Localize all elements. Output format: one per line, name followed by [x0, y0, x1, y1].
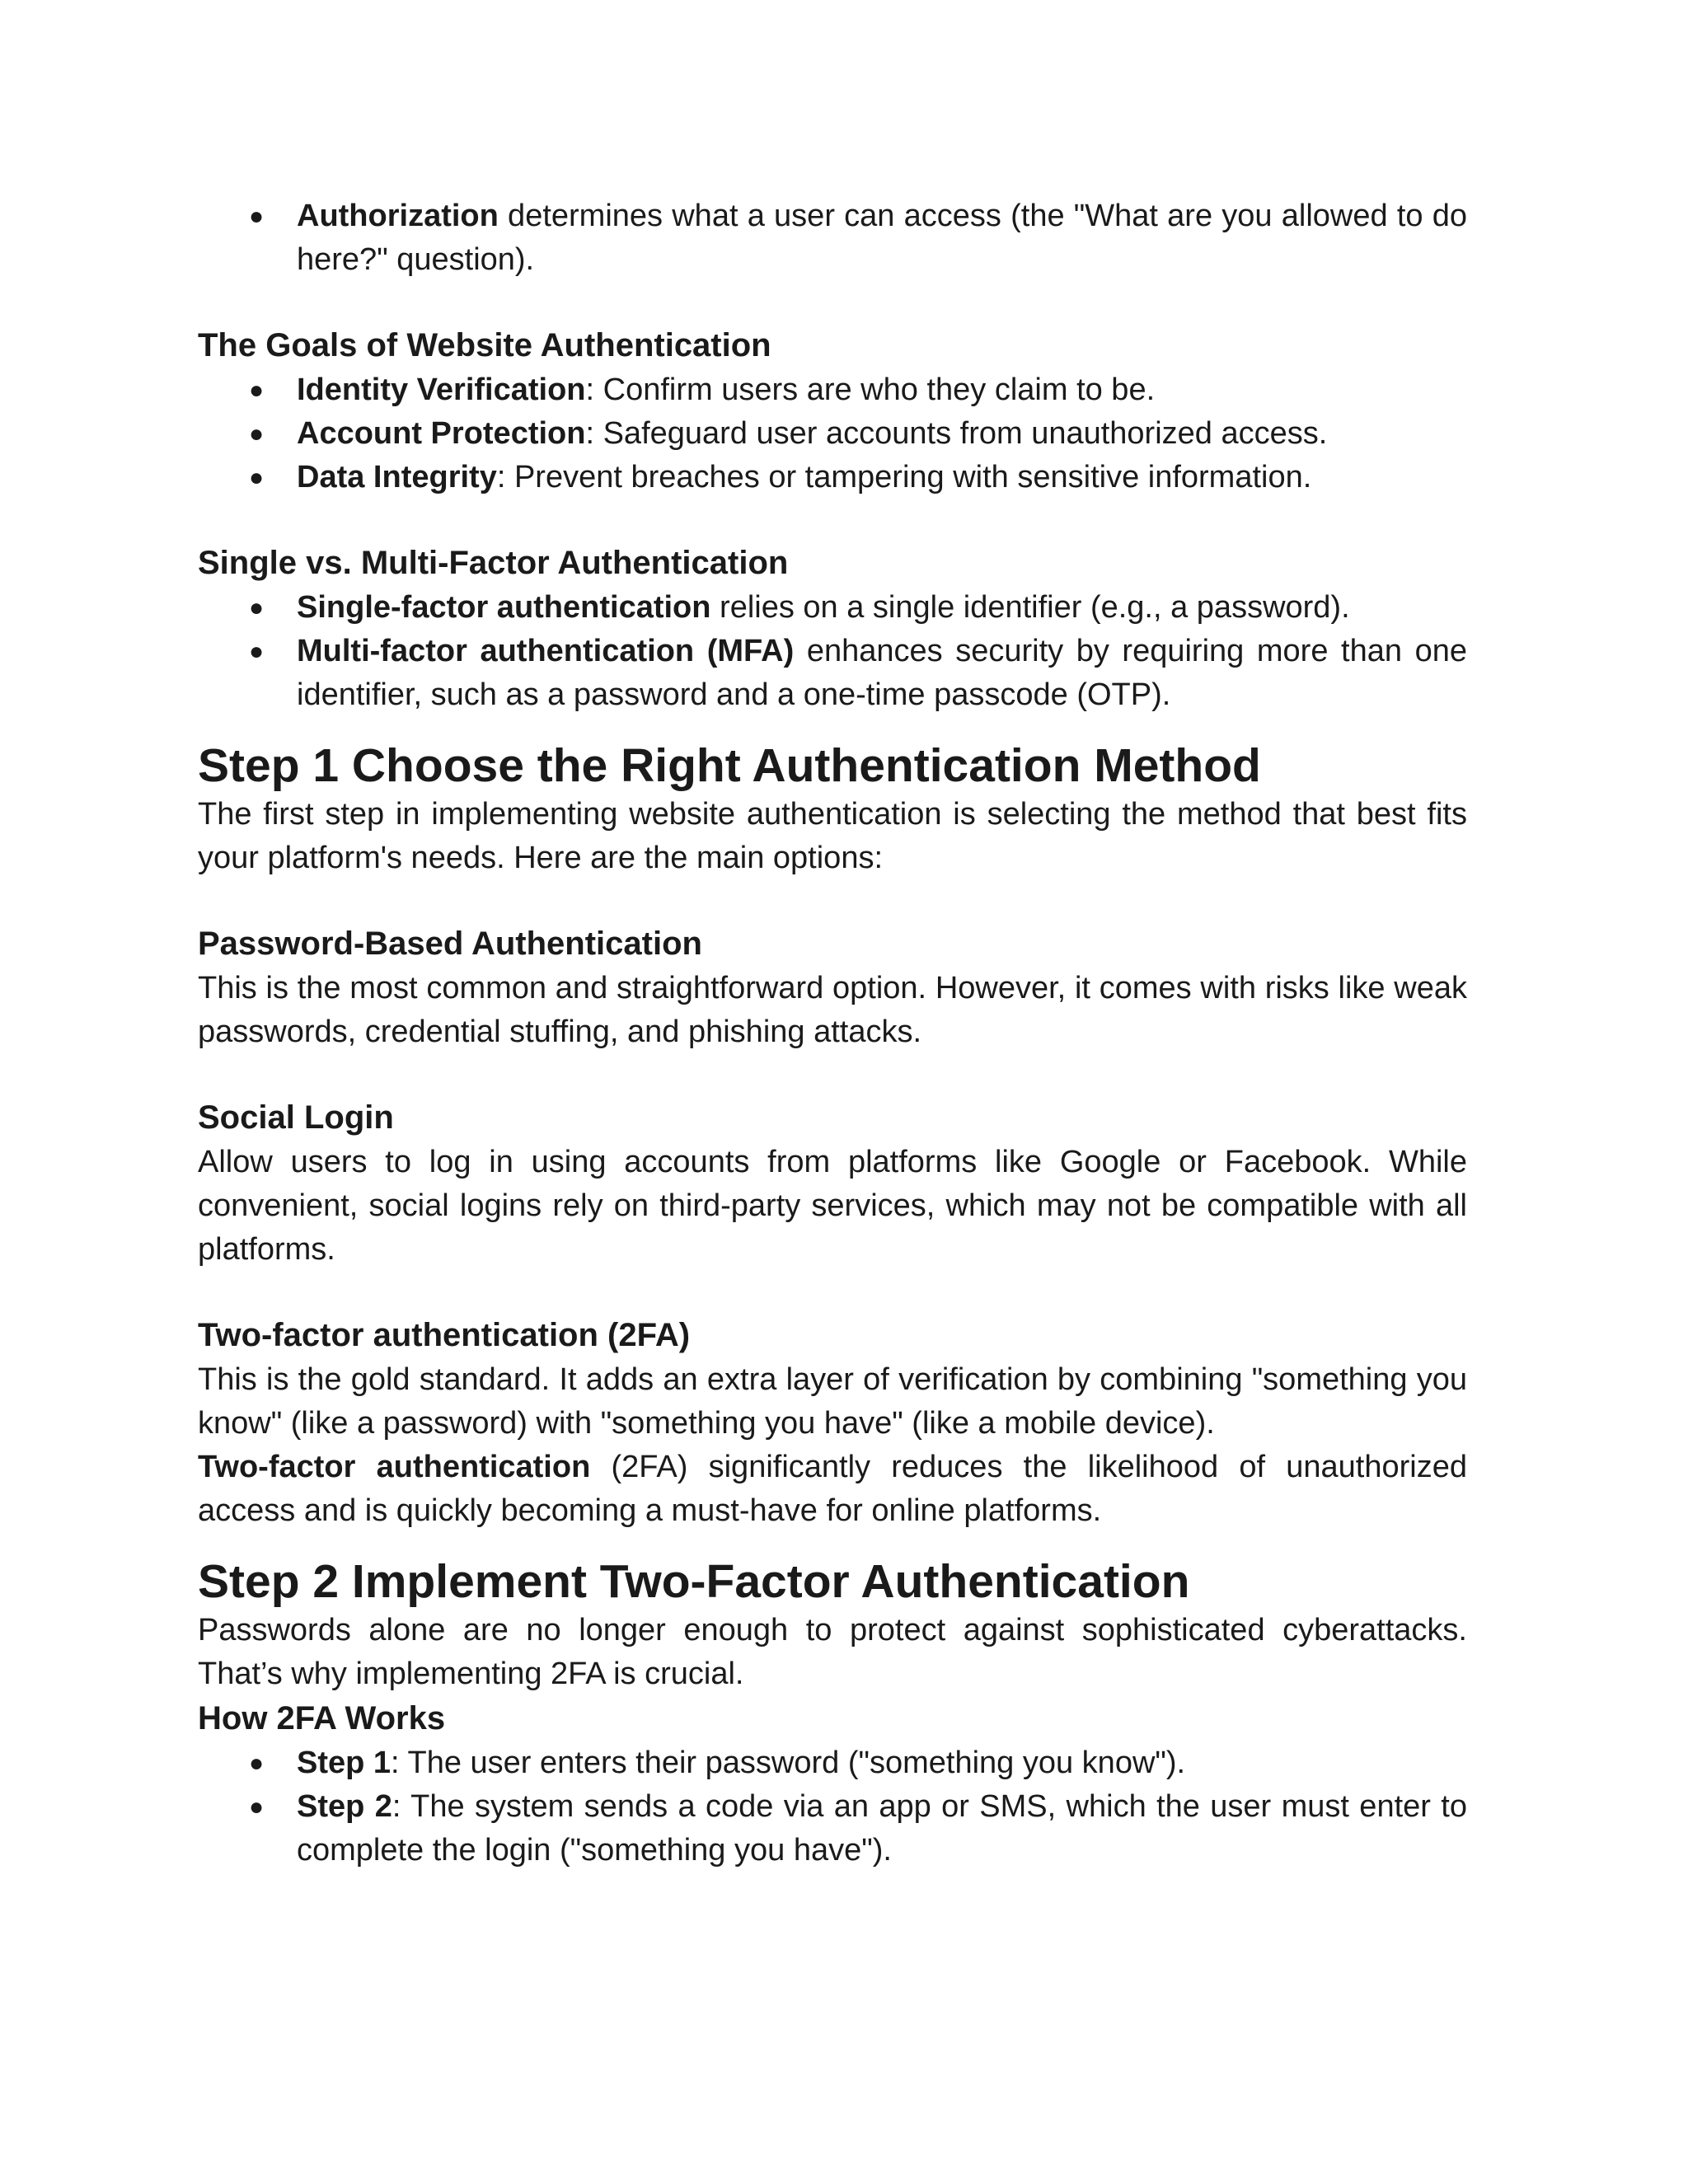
document-page — [198, 194, 1467, 1872]
step1-heading: Step 1 Choose the Right Authentication Method — [198, 739, 1261, 792]
list-item — [198, 1785, 1467, 1872]
goals-list — [198, 368, 1467, 499]
list-item — [198, 412, 1467, 456]
step2-intro: Passwords alone are no longer enough to protect against sophisticated cyberattacks. That’s why implementing 2FA is crucial. — [198, 1613, 1467, 1691]
twofa-text-2 — [198, 1446, 1467, 1533]
bullet-icon: ● — [249, 1793, 265, 1821]
term: Authorization — [297, 199, 499, 233]
single-multi-list — [198, 586, 1467, 717]
term: Step 1 — [297, 1746, 392, 1780]
list-item — [198, 194, 1467, 282]
term: Identity Verification — [297, 373, 586, 407]
password-text: This is the most common and straightforward option. However, it comes with risks like weak passwords, credential stuffing, and phishing attacks. — [198, 971, 1467, 1049]
term-description: determines what a user can access (the "What are you allowed to do here?" question). — [297, 199, 1467, 277]
bullet-icon: ● — [249, 203, 265, 230]
step2-heading: Step 2 Implement Two-Factor Authentication — [198, 1555, 1190, 1608]
list-item — [198, 630, 1467, 717]
authz-list — [198, 194, 1467, 282]
goals-heading: The Goals of Website Authentication — [198, 327, 771, 363]
bullet-icon: ● — [249, 377, 265, 404]
bullet-icon: ● — [249, 594, 265, 621]
how-2fa-list — [198, 1741, 1467, 1872]
how-2fa-heading: How 2FA Works — [198, 1700, 446, 1736]
list-item — [198, 368, 1467, 412]
term-description: : The system sends a code via an app or SMS, which the user must enter to complete the login ("something you have"). — [297, 1789, 1467, 1868]
bullet-icon: ● — [249, 638, 265, 665]
social-login-text: Allow users to log in using accounts from platforms like Google or Facebook. While convenient, social logins rely on third-party services, which may not be compatible with all platforms. — [198, 1145, 1467, 1267]
term: Step 2 — [297, 1789, 392, 1824]
step1-intro: The first step in implementing website authentication is selecting the method that best fits your platform's needs. Here are the main options: — [198, 797, 1467, 875]
term-description: : The user enters their password ("something you know"). — [391, 1746, 1186, 1780]
term: Two-factor authentication — [198, 1450, 591, 1484]
list-item — [198, 1741, 1467, 1785]
social-login-heading: Social Login — [198, 1099, 394, 1136]
term: Single-factor authentication — [297, 590, 711, 625]
term: Data Integrity — [297, 460, 497, 494]
term-description: relies on a single identifier (e.g., a password). — [710, 590, 1350, 625]
term-description: (2FA) significantly reduces the likelihood of unauthorized access and is quickly becoming a must-have for online platforms. — [198, 1450, 1467, 1528]
twofa-text: This is the gold standard. It adds an extra layer of verification by combining "something you know" (like a password) with "something you have" (like a mobile device). — [198, 1362, 1467, 1441]
list-item — [198, 586, 1467, 630]
twofa-heading: Two-factor authentication (2FA) — [198, 1317, 691, 1353]
term-description: : Prevent breaches or tampering with sensitive information. — [496, 460, 1312, 494]
single-multi-heading: Single vs. Multi-Factor Authentication — [198, 545, 789, 581]
bullet-icon: ● — [249, 420, 265, 448]
password-heading: Password-Based Authentication — [198, 926, 702, 962]
bullet-icon: ● — [249, 464, 265, 491]
term-description: : Confirm users are who they claim to be. — [585, 373, 1156, 407]
term-description: enhances security by requiring more than one identifier, such as a password and a one-time passcode (OTP). — [297, 634, 1467, 712]
term: Multi-factor authentication (MFA) — [297, 634, 795, 668]
list-item — [198, 456, 1467, 499]
term-description: : Safeguard user accounts from unauthorized access. — [585, 416, 1328, 451]
bullet-icon: ● — [249, 1750, 265, 1777]
term: Account Protection — [297, 416, 586, 451]
